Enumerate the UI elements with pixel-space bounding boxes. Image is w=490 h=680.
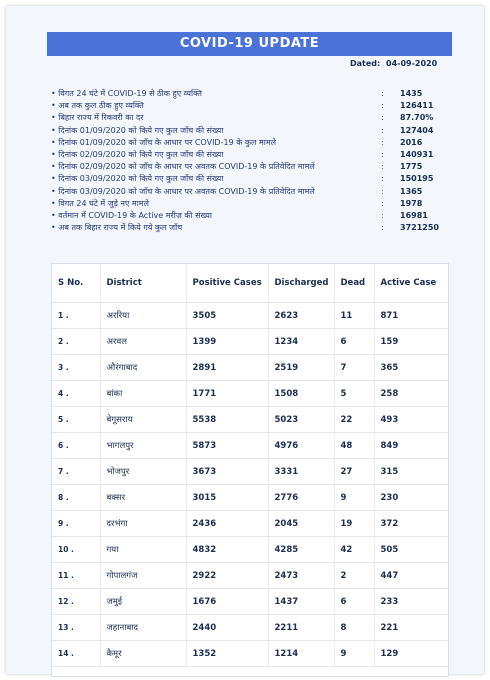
stat-label: • दिनांक 01/09/2020 को किये गए कुल जाँच की संख्या [51,125,224,135]
stat-label: • दिनांक 02/09/2020 को किये गए कुल जाँच की संख्या [51,150,224,159]
document-page [6,6,484,674]
value-cell: 1508 [268,381,334,407]
stat-value: 150195 [400,174,434,184]
stat-label: • विगत 24 घंटे में COVID-19 से ठीक हुए व्यक्ति [51,89,202,98]
district-cell: अरवल [100,329,186,355]
stat-value: 126411 [400,101,434,111]
table-row [52,433,448,459]
value-cell: 129 [374,641,448,667]
value-cell: 493 [374,407,448,433]
serial-cell: 10 . [52,537,100,563]
date-line [346,58,450,72]
stat-label: • विगत 24 घंटे में जुड़े नए मामले [51,198,149,208]
table-row [52,303,448,329]
value-cell: 2 [334,563,374,589]
stat-value: 1435 [400,89,423,98]
value-cell: 3331 [268,459,334,485]
stat-value: 1978 [400,198,423,208]
stat-colon: : [381,137,384,147]
value-cell: 1399 [186,329,268,355]
value-cell: 2211 [268,615,334,641]
title-banner: COVID-19 UPDATE [47,32,452,56]
stat-row [51,173,451,185]
stat-colon: : [381,101,384,111]
table-row [52,537,448,563]
serial-cell: 13 . [52,615,100,641]
stat-label: • दिनांक 03/09/2020 को जाँच के आधार पर अवतक COVID-19 के प्रतिवेदित मामले [51,186,315,196]
value-cell: 221 [374,615,448,641]
column-header: Dead [334,264,374,303]
value-cell: 372 [374,511,448,537]
stat-colon: : [381,162,384,172]
value-cell: 1771 [186,381,268,407]
value-cell: 5873 [186,433,268,459]
value-cell: 9 [334,641,374,667]
value-cell: 5023 [268,407,334,433]
serial-cell: 9 . [52,511,100,537]
stat-value: 1775 [400,162,423,172]
district-cell: अररिया [100,303,186,329]
value-cell: 3673 [186,459,268,485]
stat-value: 2016 [400,137,423,147]
district-cell: गया [100,537,186,563]
district-cell: बक्सर [100,485,186,511]
value-cell: 7 [334,355,374,381]
stat-label: • वर्तमान में COVID-19 के Active मरीज़ की संख्या [51,211,212,220]
district-cell: जहानाबाद [100,615,186,641]
value-cell: 1676 [186,589,268,615]
stat-colon: : [381,223,384,233]
serial-cell: 6 . [52,433,100,459]
district-cell: दरभंगा [100,511,186,537]
value-cell: 258 [374,381,448,407]
value-cell: 2776 [268,485,334,511]
stat-value: 3721250 [400,223,439,233]
district-cell: भोजपुर [100,459,186,485]
stat-row [51,198,451,210]
district-cell: जमुई [100,589,186,615]
stat-row [51,161,451,173]
table-row [52,407,448,433]
value-cell: 6 [334,589,374,615]
stat-colon: : [381,125,384,135]
serial-cell: 11 . [52,563,100,589]
value-cell: 2440 [186,615,268,641]
district-cell: कैमूर [100,641,186,667]
value-cell: 2891 [186,355,268,381]
value-cell: 871 [374,303,448,329]
serial-cell: 5 . [52,407,100,433]
stat-row [51,125,451,137]
table-row [52,459,448,485]
stat-value: 87.70% [400,113,434,123]
value-cell: 27 [334,459,374,485]
value-cell: 315 [374,459,448,485]
value-cell: 1214 [268,641,334,667]
value-cell: 1437 [268,589,334,615]
stat-row [51,149,451,161]
stat-row [51,210,451,222]
stat-colon: : [381,89,384,98]
value-cell: 11 [334,303,374,329]
value-cell: 5538 [186,407,268,433]
value-cell: 3015 [186,485,268,511]
value-cell: 1352 [186,641,268,667]
serial-cell: 1 . [52,303,100,329]
table-row [52,329,448,355]
column-header: Active Case [374,264,448,303]
table-row [52,485,448,511]
district-cell: औरंगाबाद [100,355,186,381]
stat-row [51,186,451,198]
value-cell: 2045 [268,511,334,537]
stat-value: 1365 [400,186,423,196]
value-cell: 5 [334,381,374,407]
stat-label: • बिहार राज्य में रिकवरी का दर [51,113,144,123]
value-cell: 9 [334,485,374,511]
stat-value: 127404 [400,125,434,135]
stat-row [51,88,451,100]
serial-cell: 3 . [52,355,100,381]
district-cell: गोपालगंज [100,563,186,589]
dated-label: Dated: [350,59,381,68]
table-row [52,511,448,537]
stat-colon: : [381,211,384,220]
value-cell: 19 [334,511,374,537]
serial-cell: 8 . [52,485,100,511]
value-cell: 2623 [268,303,334,329]
value-cell: 2436 [186,511,268,537]
column-header: Discharged [268,264,334,303]
table-row [52,355,448,381]
stat-colon: : [381,186,384,196]
column-header: Positive Cases [186,264,268,303]
stat-label: • दिनांक 03/09/2020 को किये गए कुल जाँच की संख्या [51,174,224,184]
stat-label: • अब तक कुल ठीक हुए व्यक्ति [51,101,144,111]
stat-label: • दिनांक 02/09/2020 को जाँच के आधार पर अवतक COVID-19 के प्रतिवेदित मामले [51,162,315,172]
column-header: S No. [52,264,100,303]
stat-label: • दिनांक 01/09/2020 को जाँच के आधार पर COVID-19 के कुल मामले [51,137,277,147]
table-header-row [52,264,448,303]
stat-colon: : [381,150,384,159]
value-cell: 505 [374,537,448,563]
stat-colon: : [381,113,384,123]
serial-cell: 4 . [52,381,100,407]
stat-label: • अब तक बिहार राज्य में किये गये कुल जाँच [51,223,183,233]
value-cell: 365 [374,355,448,381]
serial-cell: 2 . [52,329,100,355]
value-cell: 849 [374,433,448,459]
table-body [52,303,448,667]
value-cell: 2519 [268,355,334,381]
value-cell: 8 [334,615,374,641]
stat-row [51,222,451,234]
table-row [52,641,448,667]
district-cell: बेगूसराय [100,407,186,433]
value-cell: 42 [334,537,374,563]
stat-colon: : [381,198,384,208]
stat-value: 140931 [400,150,434,159]
serial-cell: 12 . [52,589,100,615]
value-cell: 3505 [186,303,268,329]
value-cell: 230 [374,485,448,511]
value-cell: 48 [334,433,374,459]
district-cell: भागलपुर [100,433,186,459]
serial-cell: 7 . [52,459,100,485]
district-table-container [51,263,449,677]
value-cell: 4832 [186,537,268,563]
column-header: District [100,264,186,303]
stat-colon: : [381,174,384,184]
table-row [52,381,448,407]
value-cell: 6 [334,329,374,355]
value-cell: 2922 [186,563,268,589]
value-cell: 22 [334,407,374,433]
value-cell: 233 [374,589,448,615]
serial-cell: 14 . [52,641,100,667]
value-cell: 2473 [268,563,334,589]
district-cell: बांका [100,381,186,407]
table-row [52,589,448,615]
stat-value: 16981 [400,211,428,220]
stat-row [51,137,451,149]
value-cell: 4285 [268,537,334,563]
table-row [52,563,448,589]
dated-value: 04-09-2020 [386,59,438,68]
stat-row [51,112,451,124]
value-cell: 1234 [268,329,334,355]
value-cell: 447 [374,563,448,589]
value-cell: 159 [374,329,448,355]
value-cell: 4976 [268,433,334,459]
stat-row [51,100,451,112]
district-table [52,264,448,667]
table-row [52,615,448,641]
